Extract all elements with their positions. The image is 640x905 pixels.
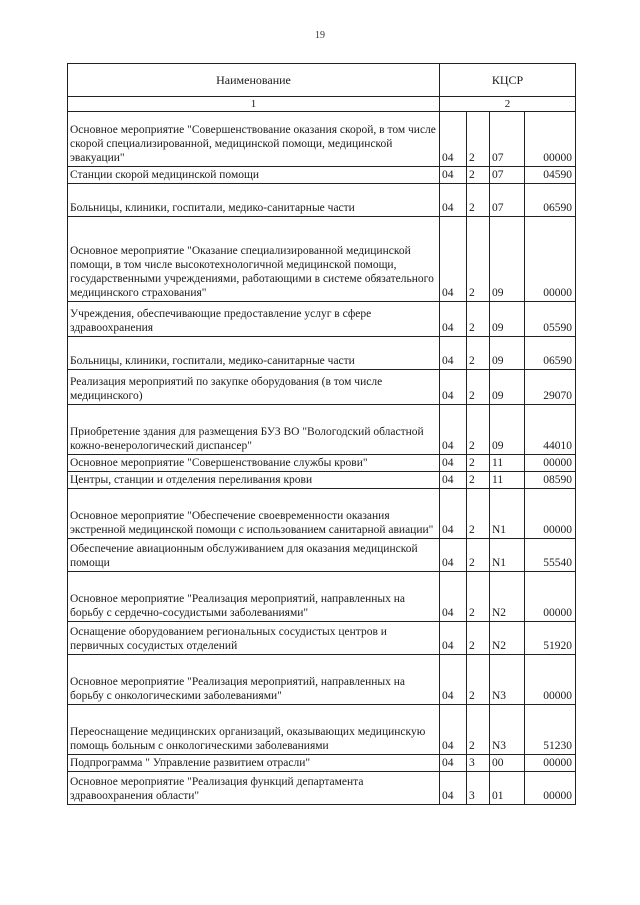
code-part-1: 04 [440,455,467,472]
code-part-3: 01 [490,772,525,805]
code-part-1: 04 [440,405,467,455]
column-number-2: 2 [440,97,576,112]
header-row [68,64,576,97]
table-row [68,755,576,772]
code-part-2: 2 [467,572,490,622]
code-part-3: 11 [490,455,525,472]
code-part-3: 09 [490,337,525,370]
code-part-1: 04 [440,472,467,489]
code-part-2: 2 [467,302,490,337]
code-part-4: 00000 [525,217,576,302]
code-part-3: N3 [490,655,525,705]
code-part-2: 2 [467,455,490,472]
code-part-4: 00000 [525,572,576,622]
row-name: Основное мероприятие "Реализация мероприятий, направленных на борьбу с сердечно-сосудистыми заболеваниями" [68,572,440,622]
code-part-2: 2 [467,337,490,370]
code-part-1: 04 [440,217,467,302]
code-part-2: 2 [467,539,490,572]
code-part-2: 2 [467,217,490,302]
code-part-3: 07 [490,112,525,167]
code-part-3: N1 [490,539,525,572]
column-number-row [68,97,576,112]
table-row [68,184,576,217]
code-part-4: 05590 [525,302,576,337]
table-row [68,772,576,805]
code-part-2: 3 [467,772,490,805]
table-row [68,217,576,302]
code-part-3: 00 [490,755,525,772]
table-row [68,337,576,370]
table-body [68,112,576,805]
row-name: Подпрограмма " Управление развитием отрасли" [68,755,440,772]
code-part-2: 2 [467,112,490,167]
code-part-2: 2 [467,370,490,405]
table-row [68,705,576,755]
code-part-3: N2 [490,622,525,655]
kcsr-column-header: КЦСР [440,64,576,97]
table-row [68,167,576,184]
page-number: 19 [315,30,325,41]
row-name: Оснащение оборудованием региональных сосудистых центров и первичных сосудистых отделений [68,622,440,655]
code-part-2: 2 [467,622,490,655]
code-part-4: 00000 [525,455,576,472]
code-part-4: 55540 [525,539,576,572]
code-part-1: 04 [440,184,467,217]
row-name: Основное мероприятие "Реализация мероприятий, направленных на борьбу с онкологическими заболеваниями" [68,655,440,705]
code-part-1: 04 [440,655,467,705]
code-part-1: 04 [440,370,467,405]
code-part-2: 2 [467,655,490,705]
row-name: Обеспечение авиационным обслуживанием для оказания медицинской помощи [68,539,440,572]
row-name: Приобретение здания для размещения БУЗ ВО "Вологодский областной кожно-венерологический диспансер" [68,405,440,455]
code-part-3: 09 [490,405,525,455]
code-part-2: 2 [467,705,490,755]
code-part-1: 04 [440,572,467,622]
code-part-2: 2 [467,405,490,455]
table-row [68,405,576,455]
code-part-3: N1 [490,489,525,539]
code-part-3: N3 [490,705,525,755]
code-part-4: 00000 [525,489,576,539]
code-part-2: 2 [467,167,490,184]
code-part-4: 29070 [525,370,576,405]
row-name: Реализация мероприятий по закупке оборудования (в том числе медицинского) [68,370,440,405]
code-part-3: N2 [490,572,525,622]
row-name: Больницы, клиники, госпитали, медико-санитарные части [68,184,440,217]
code-part-4: 51920 [525,622,576,655]
row-name: Основное мероприятие "Реализация функций департамента здравоохранения области" [68,772,440,805]
code-part-4: 51230 [525,705,576,755]
code-part-2: 2 [467,489,490,539]
code-part-2: 2 [467,184,490,217]
code-part-4: 06590 [525,184,576,217]
table-row [68,489,576,539]
table-row [68,370,576,405]
code-part-4: 08590 [525,472,576,489]
code-part-1: 04 [440,539,467,572]
row-name: Центры, станции и отделения переливания крови [68,472,440,489]
code-part-4: 00000 [525,112,576,167]
table-row [68,622,576,655]
code-part-1: 04 [440,705,467,755]
code-part-1: 04 [440,302,467,337]
code-part-1: 04 [440,622,467,655]
code-part-3: 09 [490,217,525,302]
code-part-3: 07 [490,167,525,184]
name-column-header: Наименование [68,64,440,97]
column-number-1: 1 [68,97,440,112]
table-row [68,572,576,622]
table-row [68,455,576,472]
code-part-4: 06590 [525,337,576,370]
row-name: Станции скорой медицинской помощи [68,167,440,184]
code-part-4: 00000 [525,772,576,805]
code-part-3: 09 [490,302,525,337]
code-part-3: 11 [490,472,525,489]
table-row [68,539,576,572]
row-name: Основное мероприятие "Совершенствование службы крови" [68,455,440,472]
row-name: Основное мероприятие "Обеспечение своевременности оказания экстренной медицинской помощи с использованием санитарной авиации" [68,489,440,539]
code-part-1: 04 [440,112,467,167]
code-part-2: 2 [467,472,490,489]
code-part-3: 09 [490,370,525,405]
kcsr-table [67,63,576,805]
code-part-4: 00000 [525,755,576,772]
code-part-3: 07 [490,184,525,217]
row-name: Переоснащение медицинских организаций, оказывающих медицинскую помощь больным с онкологическими заболеваниями [68,705,440,755]
code-part-2: 3 [467,755,490,772]
code-part-4: 44010 [525,405,576,455]
table-row [68,302,576,337]
code-part-4: 04590 [525,167,576,184]
code-part-1: 04 [440,489,467,539]
code-part-4: 00000 [525,655,576,705]
code-part-1: 04 [440,337,467,370]
table-row [68,112,576,167]
table-row [68,655,576,705]
row-name: Основное мероприятие "Совершенствование оказания скорой, в том числе скорой специализированной, медицинской помощи, медицинской эвакуации" [68,112,440,167]
table-row [68,472,576,489]
row-name: Больницы, клиники, госпитали, медико-санитарные части [68,337,440,370]
code-part-1: 04 [440,772,467,805]
row-name: Основное мероприятие "Оказание специализированной медицинской помощи, в том числе высокотехнологичной медицинской помощи, государственными учреждениями, работающими в системе обязательного медицинского страхования" [68,217,440,302]
row-name: Учреждения, обеспечивающие предоставление услуг в сфере здравоохранения [68,302,440,337]
code-part-1: 04 [440,167,467,184]
code-part-1: 04 [440,755,467,772]
